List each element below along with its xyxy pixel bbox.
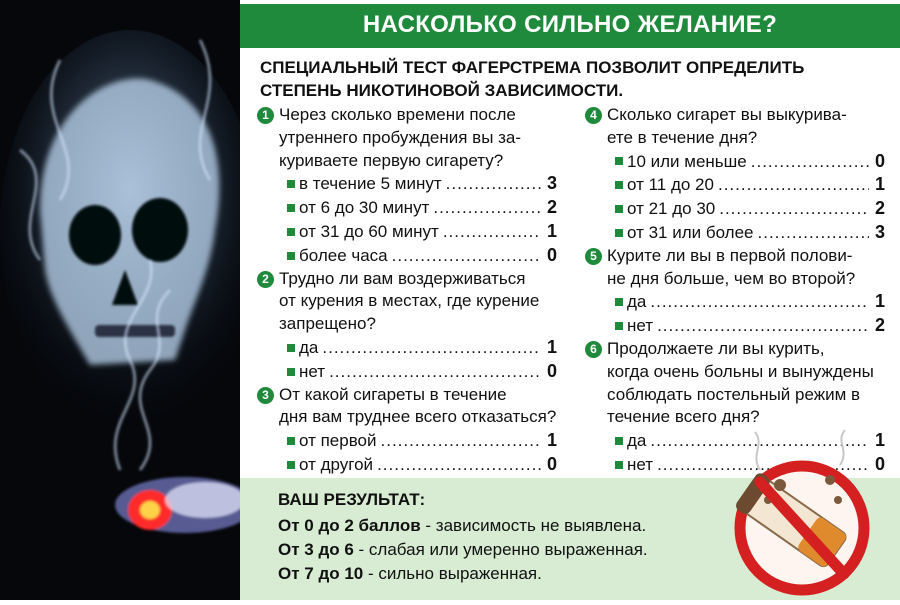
square-bullet-icon <box>615 298 623 306</box>
answer-points: 2 <box>874 315 885 336</box>
header-bar <box>240 0 900 48</box>
answer-option <box>257 336 557 360</box>
answer-points: 2 <box>546 197 557 218</box>
question-text <box>257 384 557 430</box>
result-row <box>278 540 648 560</box>
answer-points: 3 <box>546 173 557 194</box>
test-panel <box>240 0 900 600</box>
result-range: От 0 до 2 баллов <box>278 516 421 535</box>
result-text: - сильно выраженная. <box>363 564 542 583</box>
page-title: НАСКОЛЬКО СИЛЬНО ЖЕЛАНИЕ? <box>362 11 778 38</box>
question-line: Трудно ли вам воздерживаться <box>279 268 526 288</box>
square-bullet-icon <box>615 461 623 469</box>
result-title: ВАШ РЕЗУЛЬТАТ: <box>278 490 426 509</box>
answer-points: 1 <box>546 220 557 241</box>
answer-points: 1 <box>874 291 885 312</box>
answer-option <box>257 220 557 244</box>
result-text: - зависимость не выявлена. <box>420 516 647 535</box>
answer-points: 1 <box>546 336 557 357</box>
square-bullet-icon <box>287 180 295 188</box>
question-text <box>585 338 885 429</box>
question-line: Сколько сигарет вы выкурива- <box>607 105 847 124</box>
question-number-badge: 5 <box>585 248 602 265</box>
answer-option <box>585 314 885 338</box>
result-range: От 3 до 6 <box>278 540 354 559</box>
square-bullet-icon <box>615 322 623 330</box>
question-line: запрещено? <box>279 314 376 334</box>
answer-label: от первой <box>299 431 377 451</box>
dot-leader <box>392 245 541 268</box>
square-bullet-icon <box>615 157 623 165</box>
result-text: - слабая или умеренно выраженная. <box>353 540 648 559</box>
result-row <box>278 564 542 584</box>
question-number-badge: 2 <box>257 271 274 288</box>
question-line: куриваете первую сигарету? <box>279 150 504 170</box>
square-bullet-icon <box>615 181 623 189</box>
question-4 <box>585 104 885 245</box>
answer-label: в течение 5 минут <box>299 174 442 194</box>
square-bullet-icon <box>287 228 295 236</box>
result-range: От 7 до 10 <box>278 564 364 583</box>
answer-label: от 11 до 20 <box>627 175 714 195</box>
answer-points: 2 <box>874 198 885 219</box>
question-line: утреннего пробуждения вы за- <box>279 127 522 147</box>
dot-leader <box>322 337 541 360</box>
dot-leader <box>377 454 541 477</box>
question-1 <box>257 104 557 268</box>
dot-leader <box>329 361 541 384</box>
answer-label: нет <box>299 361 326 381</box>
result-row <box>278 516 646 536</box>
answer-label: более часа <box>299 245 388 265</box>
dot-leader <box>381 430 542 453</box>
answer-label: от 31 до 60 минут <box>299 221 439 241</box>
answer-label: 10 или меньше <box>627 151 747 171</box>
answer-option <box>257 172 557 196</box>
answer-option <box>257 244 557 268</box>
square-bullet-icon <box>615 437 623 445</box>
dot-leader <box>446 173 541 196</box>
answer-label: нет <box>627 454 654 474</box>
answer-option <box>257 429 557 453</box>
answer-points: 0 <box>546 453 557 474</box>
answer-label: от 21 до 30 <box>627 199 716 219</box>
dot-leader <box>433 197 541 220</box>
square-bullet-icon <box>287 461 295 469</box>
questions-right-column <box>585 104 885 477</box>
question-text <box>257 104 557 172</box>
dot-leader <box>758 222 869 245</box>
answer-label: да <box>627 292 647 312</box>
smoke-skull-image <box>0 0 240 600</box>
answer-points: 0 <box>546 244 557 265</box>
dot-leader <box>657 315 869 338</box>
answer-label: нет <box>627 316 654 336</box>
answer-option <box>585 290 885 314</box>
answer-points: 1 <box>546 430 557 451</box>
question-2 <box>257 268 557 384</box>
question-line: течение всего дня? <box>607 407 760 427</box>
answer-points: 0 <box>546 360 557 381</box>
question-line: Через сколько времени после <box>279 105 516 124</box>
square-bullet-icon <box>287 252 295 260</box>
question-number-badge: 3 <box>257 387 274 404</box>
question-line: соблюдать постельный режим в <box>607 384 861 404</box>
question-line: дня вам труднее всего отказаться? <box>279 407 557 427</box>
answer-option <box>585 150 885 174</box>
answer-label: от другой <box>299 454 374 474</box>
square-bullet-icon <box>287 204 295 212</box>
question-text <box>585 245 885 291</box>
square-bullet-icon <box>287 344 295 352</box>
square-bullet-icon <box>615 229 623 237</box>
question-line: ете в течение дня? <box>607 127 758 147</box>
answer-points: 0 <box>874 453 885 474</box>
dot-leader <box>719 198 869 221</box>
answer-label: да <box>627 431 647 451</box>
answer-points: 0 <box>874 150 885 171</box>
no-smoking-icon <box>720 430 880 600</box>
dot-leader <box>718 174 869 197</box>
square-bullet-icon <box>287 437 295 445</box>
question-line: не дня больше, чем во второй? <box>607 268 856 288</box>
question-3 <box>257 384 557 477</box>
intro-line-1: СПЕЦИАЛЬНЫЙ ТЕСТ ФАГЕРСТРЕМА ПОЗВОЛИТ ОПРЕДЕЛИТЬ <box>260 58 805 77</box>
answer-points: 1 <box>874 174 885 195</box>
answer-option <box>585 197 885 221</box>
dot-leader <box>751 151 869 174</box>
question-text <box>257 268 557 336</box>
answer-points: 1 <box>874 430 885 451</box>
answer-label: от 31 или более <box>627 222 754 242</box>
dot-leader <box>650 291 869 314</box>
square-bullet-icon <box>615 205 623 213</box>
question-line: Курите ли вы в первой полови- <box>607 245 853 265</box>
question-line: когда очень больны и вынуждены <box>607 361 874 381</box>
answer-option <box>585 173 885 197</box>
question-number-badge: 1 <box>257 107 274 124</box>
answer-label: да <box>299 337 319 357</box>
question-line: от курения в местах, где курение <box>279 291 540 311</box>
answer-option <box>257 360 557 384</box>
intro-text <box>260 56 890 102</box>
answer-points: 3 <box>874 221 885 242</box>
answer-option <box>585 221 885 245</box>
question-number-badge: 6 <box>585 341 602 358</box>
intro-line-2: СТЕПЕНЬ НИКОТИНОВОЙ ЗАВИСИМОСТИ. <box>260 81 624 100</box>
question-line: Продолжаете ли вы курить, <box>607 338 825 358</box>
answer-label: от 6 до 30 минут <box>299 198 430 218</box>
question-text <box>585 104 885 150</box>
answer-option <box>257 196 557 220</box>
question-line: От какой сигареты в течение <box>279 384 507 404</box>
question-number-badge: 4 <box>585 107 602 124</box>
dot-leader <box>443 221 541 244</box>
square-bullet-icon <box>287 368 295 376</box>
questions-left-column <box>257 104 557 477</box>
answer-option <box>257 453 557 477</box>
question-5 <box>585 245 885 338</box>
